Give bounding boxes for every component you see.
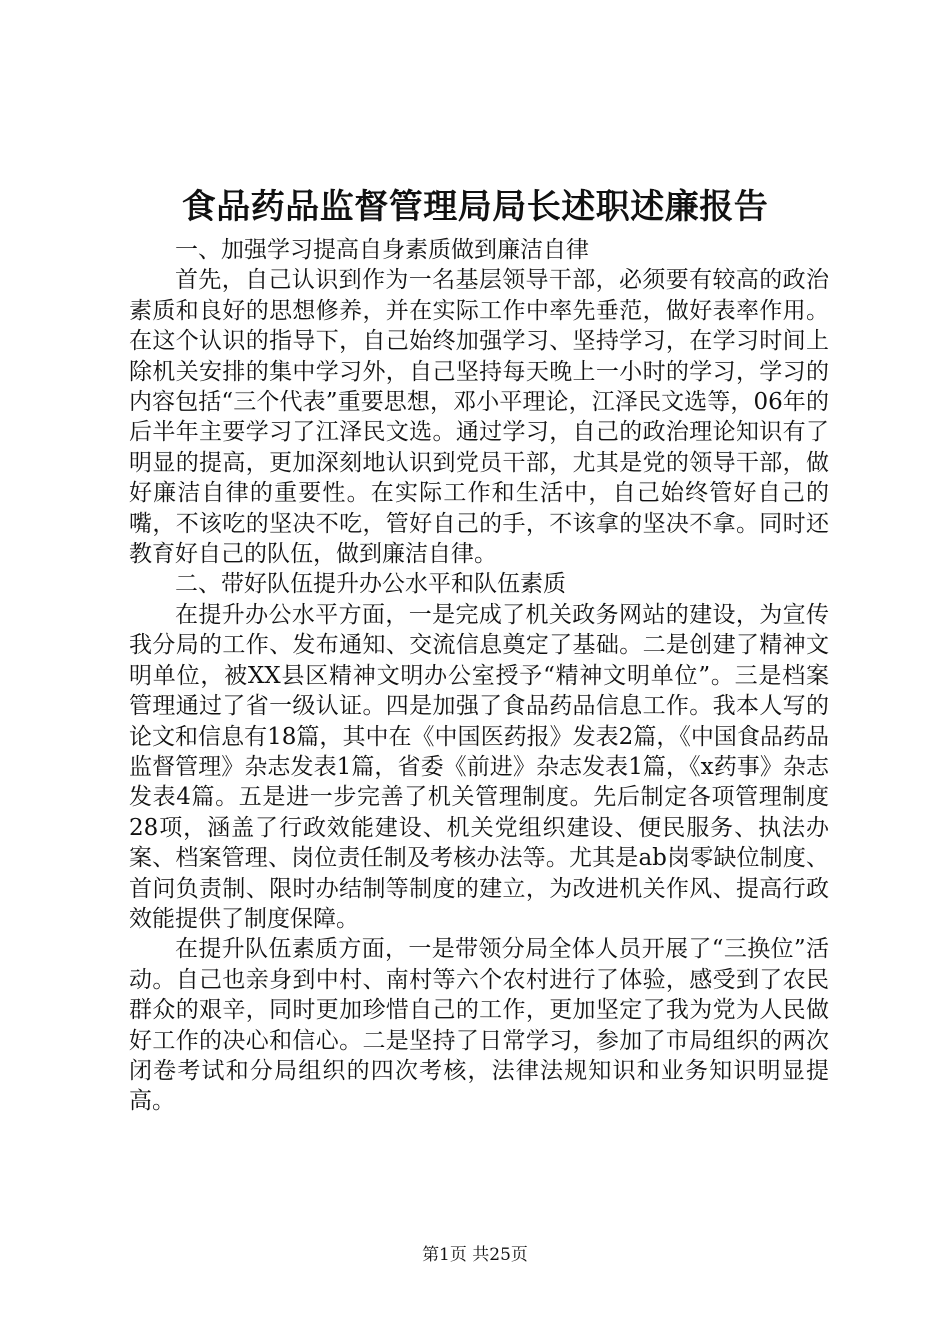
- section-heading-1: 一、加强学习提高自身素质做到廉洁自律: [175, 237, 589, 263]
- paragraph-office-level: 在提升办公水平方面，一是完成了机关政务网站的建设，为宣传我分局的工作、发布通知、交流信息奠定了基础。二是创建了精神文明单位，被XX县区精神文明办公室授予“精神文明单位”。三是档案管理通过了省一级认证。四是加强了食品药品信息工作。我本人写的论文和信息有18篇，其中在《中国医药报》发表2篇，《中国食品药品监督管理》杂志发表1篇，省委《前进》杂志发表1篇，《x药事》杂志发表4篇。五是进一步完善了机关管理制度。先后制定各项管理制度28项，涵盖了行政效能建设、机关党组织建设、便民服务、执法办案、档案管理、岗位责任制及考核办法等。尤其是ab岗零缺位制度、首问负责制、限时办结制等制度的建立，为改进机关作风、提高行政效能提供了制度保障。: [129, 601, 829, 932]
- page-number: 第1页: [422, 1245, 467, 1265]
- page-footer: [0, 1243, 950, 1267]
- paragraph-team-quality: 在提升队伍素质方面，一是带领分局全体人员开展了“三换位”活动。自己也亲身到中村、南村等六个农村进行了体验，感受到了农民群众的艰辛，同时更加珍惜自己的工作，更加坚定了我为党为人民做好工作的决心和信心。二是坚持了日常学习，参加了市局组织的两次闭卷考试和分局组织的四次考核，法律法规知识和业务知识明显提高。: [129, 936, 829, 1115]
- page-total: 共25页: [472, 1245, 528, 1265]
- section-heading-2: 二、带好队伍提升办公水平和队伍素质: [175, 571, 566, 598]
- document-title: 食品药品监督管理局局长述职述廉报告: [181, 187, 769, 227]
- paragraph-study: 首先，自己认识到作为一名基层领导干部，必须要有较高的政治素质和良好的思想修养，并在实际工作中率先垂范，做好表率作用。在这个认识的指导下，自己始终加强学习、坚持学习，在学习时间上除机关安排的集中学习外，自己坚持每天晚上一小时的学习，学习的内容包括“三个代表”重要思想，邓小平理论，江泽民文选等，06年的后半年主要学习了江泽民文选。通过学习，自己的政治理论知识有了明显的提高，更加深刻地认识到党员干部，尤其是党的领导干部，做好廉洁自律的重要性。在实际工作和生活中，自己始终管好自己的嘴，不该吃的坚决不吃，管好自己的手，不该拿的坚决不拿。同时还教育好自己的队伍，做到廉洁自律。: [129, 267, 829, 568]
- document-body: [129, 235, 829, 1117]
